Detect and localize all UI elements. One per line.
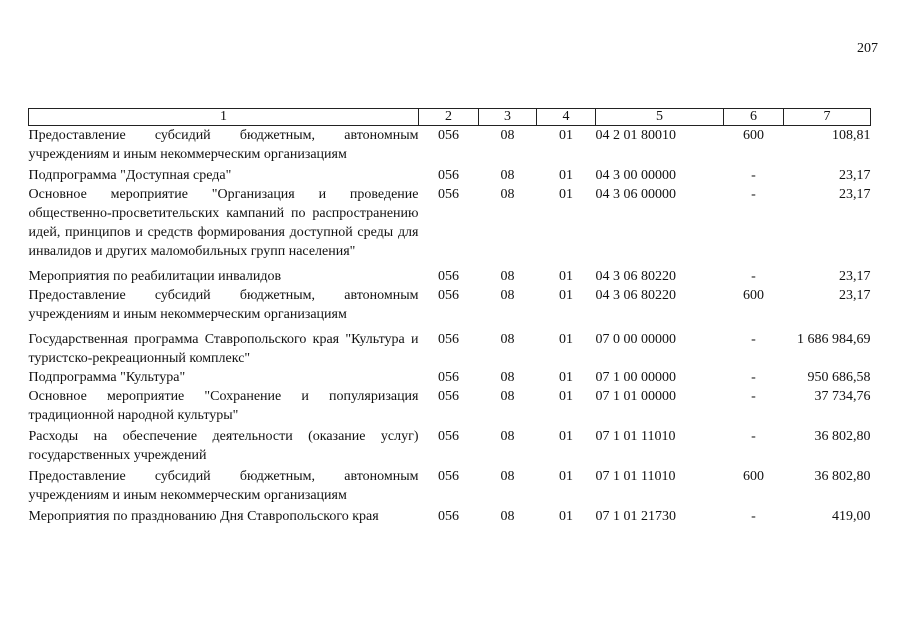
row-name: Подпрограмма "Доступная среда" bbox=[28, 168, 232, 183]
row-amount: 37 734,76 bbox=[814, 389, 871, 404]
row-amount: 108,81 bbox=[832, 128, 871, 143]
row-target-code: 07 1 01 11010 bbox=[595, 429, 676, 444]
row-subsection: 01 bbox=[559, 128, 573, 143]
row-target-code: 04 3 06 80220 bbox=[595, 288, 676, 303]
header-col-7: 7 bbox=[784, 109, 871, 126]
row-section: 08 bbox=[500, 469, 515, 484]
row-amount: 36 802,80 bbox=[814, 469, 871, 484]
row-section: 08 bbox=[500, 370, 515, 385]
row-ministry-code: 056 bbox=[438, 332, 459, 347]
row-subsection: 01 bbox=[559, 469, 573, 484]
row-amount: 950 686,58 bbox=[807, 370, 871, 385]
row-section: 08 bbox=[500, 389, 515, 404]
row-amount: 23,17 bbox=[839, 168, 871, 183]
header-col-2: 2 bbox=[419, 109, 479, 126]
row-amount: 23,17 bbox=[839, 269, 871, 284]
table-row bbox=[29, 286, 871, 324]
row-expense-type: 600 bbox=[743, 128, 764, 143]
row-ministry-code: 056 bbox=[438, 187, 459, 202]
row-section: 08 bbox=[500, 269, 515, 284]
row-name: Подпрограмма "Культура" bbox=[28, 370, 186, 385]
row-ministry-code: 056 bbox=[438, 370, 459, 385]
table-row bbox=[29, 425, 871, 465]
row-target-code: 04 3 06 80220 bbox=[595, 269, 676, 284]
table-row bbox=[29, 164, 871, 185]
row-subsection: 01 bbox=[559, 509, 573, 524]
row-subsection: 01 bbox=[559, 429, 573, 444]
row-name: Предоставление субсидий бюджетным, автономным учреждениям и иным некоммерческим организациям bbox=[28, 288, 419, 322]
row-name: Расходы на обеспечение деятельности (оказание услуг) государственных учреждений bbox=[28, 429, 419, 463]
row-expense-type: 600 bbox=[743, 288, 764, 303]
row-section: 08 bbox=[500, 429, 515, 444]
budget-table bbox=[28, 108, 871, 526]
row-expense-type: - bbox=[751, 269, 756, 284]
row-section: 08 bbox=[500, 168, 515, 183]
header-col-3: 3 bbox=[479, 109, 537, 126]
row-section: 08 bbox=[500, 128, 515, 143]
row-target-code: 07 1 00 00000 bbox=[595, 370, 676, 385]
row-expense-type: - bbox=[751, 168, 756, 183]
row-subsection: 01 bbox=[559, 332, 573, 347]
row-section: 08 bbox=[500, 288, 515, 303]
row-section: 08 bbox=[500, 332, 515, 347]
header-col-5: 5 bbox=[596, 109, 724, 126]
table-row bbox=[29, 324, 871, 368]
table-row bbox=[29, 465, 871, 505]
row-subsection: 01 bbox=[559, 370, 573, 385]
row-amount: 1 686 984,69 bbox=[797, 332, 871, 347]
row-ministry-code: 056 bbox=[438, 429, 459, 444]
row-expense-type: - bbox=[751, 332, 756, 347]
row-ministry-code: 056 bbox=[438, 469, 459, 484]
row-name: Предоставление субсидий бюджетным, автономным учреждениям и иным некоммерческим организациям bbox=[28, 469, 419, 503]
row-subsection: 01 bbox=[559, 168, 573, 183]
row-expense-type: - bbox=[751, 429, 756, 444]
row-target-code: 07 0 00 00000 bbox=[595, 332, 676, 347]
row-name: Основное мероприятие "Сохранение и популяризация традиционной народной культуры" bbox=[28, 389, 419, 423]
row-target-code: 07 1 01 11010 bbox=[595, 469, 676, 484]
row-name: Мероприятия по празднованию Дня Ставропольского края bbox=[28, 509, 379, 524]
row-target-code: 04 3 06 00000 bbox=[595, 187, 676, 202]
row-ministry-code: 056 bbox=[438, 509, 459, 524]
row-subsection: 01 bbox=[559, 288, 573, 303]
row-amount: 23,17 bbox=[839, 288, 871, 303]
row-target-code: 07 1 01 00000 bbox=[595, 389, 676, 404]
row-name: Мероприятия по реабилитации инвалидов bbox=[28, 269, 282, 284]
row-amount: 23,17 bbox=[839, 187, 871, 202]
row-target-code: 04 3 00 00000 bbox=[595, 168, 676, 183]
table-row bbox=[29, 505, 871, 526]
row-target-code: 07 1 01 21730 bbox=[595, 509, 676, 524]
row-name: Государственная программа Ставропольского края "Культура и туристско-рекреационный комплекс" bbox=[28, 332, 419, 366]
row-expense-type: - bbox=[751, 509, 756, 524]
header-col-6: 6 bbox=[724, 109, 784, 126]
table-row bbox=[29, 185, 871, 261]
row-section: 08 bbox=[500, 187, 515, 202]
row-name: Основное мероприятие "Организация и проведение общественно-просветительских кампаний по распространению идей, принципов и средств формирования доступной среды для инвалидов и других маломобильных групп населения" bbox=[28, 187, 419, 259]
row-amount: 36 802,80 bbox=[814, 429, 871, 444]
row-ministry-code: 056 bbox=[438, 269, 459, 284]
table-row bbox=[29, 126, 871, 165]
row-subsection: 01 bbox=[559, 187, 573, 202]
row-expense-type: 600 bbox=[743, 469, 764, 484]
row-section: 08 bbox=[500, 509, 515, 524]
row-ministry-code: 056 bbox=[438, 288, 459, 303]
row-subsection: 01 bbox=[559, 269, 573, 284]
row-ministry-code: 056 bbox=[438, 168, 459, 183]
row-ministry-code: 056 bbox=[438, 128, 459, 143]
row-subsection: 01 bbox=[559, 389, 573, 404]
row-target-code: 04 2 01 80010 bbox=[595, 128, 676, 143]
header-row bbox=[29, 109, 871, 126]
page-number: 207 bbox=[857, 41, 878, 56]
header-col-1: 1 bbox=[29, 109, 419, 126]
row-name: Предоставление субсидий бюджетным, автономным учреждениям и иным некоммерческим организациям bbox=[28, 128, 419, 162]
table-row bbox=[29, 387, 871, 425]
header-col-4: 4 bbox=[537, 109, 596, 126]
row-expense-type: - bbox=[751, 389, 756, 404]
table-row bbox=[29, 261, 871, 286]
row-expense-type: - bbox=[751, 187, 756, 202]
row-expense-type: - bbox=[751, 370, 756, 385]
row-ministry-code: 056 bbox=[438, 389, 459, 404]
table-row bbox=[29, 368, 871, 387]
row-amount: 419,00 bbox=[832, 509, 871, 524]
